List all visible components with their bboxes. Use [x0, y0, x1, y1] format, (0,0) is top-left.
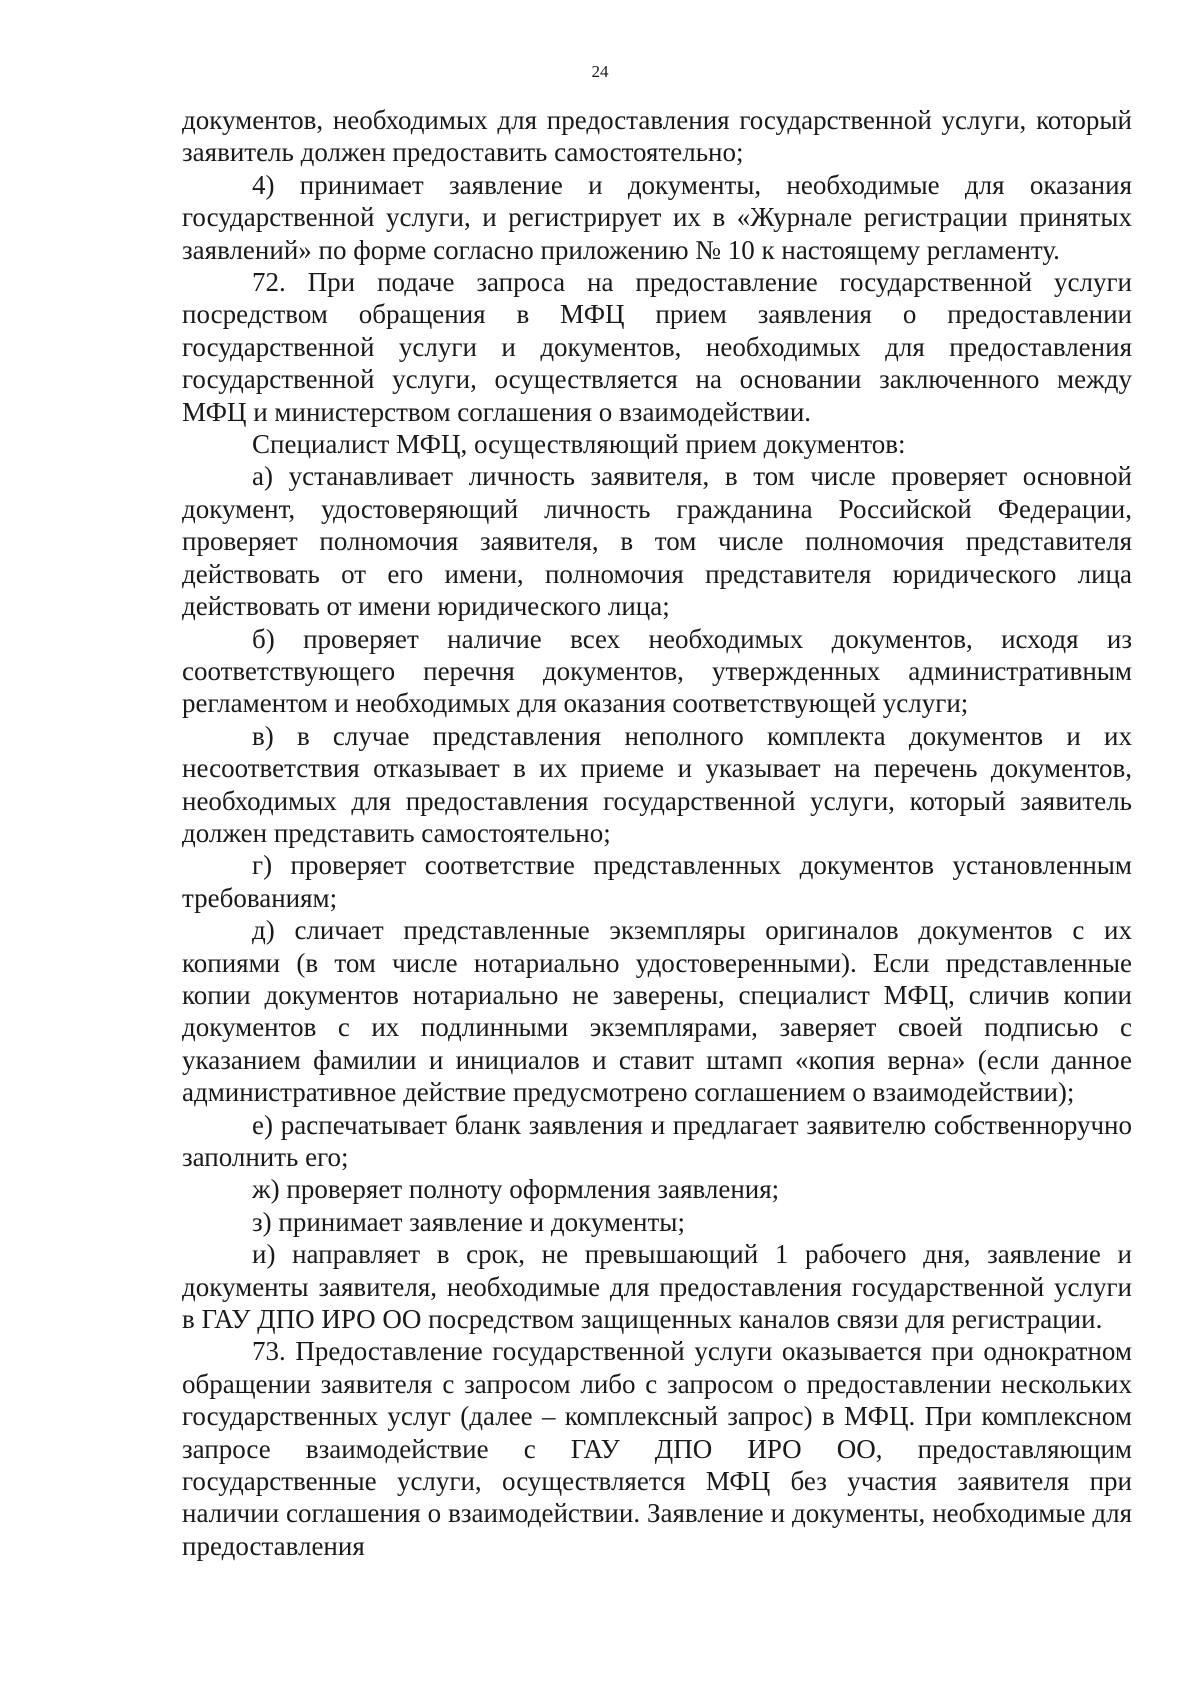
- paragraph-item-4: 4) принимает заявление и документы, необходимые для оказания государственной услуги, и регистрирует их в «Журнале регистрации принятых заявлений» по форме согласно приложению № 10 к настоящему регламенту.: [182, 169, 1132, 265]
- paragraph-item-g: г) проверяет соответствие представленных документов установленным требованиям;: [182, 850, 1132, 913]
- paragraph-72: 72. При подаче запроса на предоставление государственной услуги посредством обращения в МФЦ прием заявления о предоставлении государственной услуги и документов, необходимых для предоставления государственной услуги, осуществляется на основании заключенного между МФЦ и министерством соглашения о взаимодействии.: [182, 267, 1132, 427]
- paragraph-item-e: е) распечатывает бланк заявления и предлагает заявителю собственноручно заполнить его;: [182, 1109, 1132, 1172]
- paragraph-item-a: а) устанавливает личность заявителя, в том числе проверяет основной документ, удостоверяющий личность гражданина Российской Федерации, проверяет полномочия заявителя, в том числе полномочия представителя действовать от его имени, полномочия представителя юридического лица действовать от имени юридического лица;: [182, 461, 1132, 622]
- paragraph-item-b: б) проверяет наличие всех необходимых документов, исходя из соответствующего перечня документов, утвержденных административным регламентом и необходимых для оказания соответствующей услуги;: [182, 623, 1132, 719]
- paragraph-73: 73. Предоставление государственной услуги оказывается при однократном обращении заявителя с запросом либо с запросом о предоставлении нескольких государственных услуг (далее – комплексный запрос) в МФЦ. При комплексном запросе взаимодействие с ГАУ ДПО ИРО ОО, предоставляющим государственные услуги, осуществляется МФЦ без участия заявителя при наличии соглашения о взаимодействии. Заявление и документы, необходимые для предоставления: [182, 1336, 1132, 1561]
- paragraph-item-z: з) принимает заявление и документы;: [252, 1206, 685, 1237]
- document-body: [182, 104, 1132, 1562]
- paragraph-continuation: документов, необходимых для предоставления государственной услуги, который заявитель должен предоставить самостоятельно;: [182, 105, 1132, 168]
- paragraph-item-i: и) направляет в срок, не превышающий 1 рабочего дня, заявление и документы заявителя, необходимые для предоставления государственной услуги в ГАУ ДПО ИРО ОО посредством защищенных каналов связи для регистрации.: [182, 1239, 1132, 1335]
- page-number: 24: [591, 62, 609, 81]
- paragraph-item-zh: ж) проверяет полноту оформления заявления;: [252, 1174, 780, 1205]
- paragraph-item-v: в) в случае представления неполного комплекта документов и их несоответствия отказывает в их приеме и указывает на перечень документов, необходимых для предоставления государственной услуги, который заявитель должен представить самостоятельно;: [182, 720, 1132, 848]
- paragraph-specialist-intro: Специалист МФЦ, осуществляющий прием документов:: [252, 429, 906, 460]
- paragraph-item-d: д) сличает представленные экземпляры оригиналов документов с их копиями (в том числе нотариально удостоверенными). Если представленные копии документов нотариально не заверены, специалист МФЦ, сличив копии документов с их подлинными экземплярами, заверяет своей подписью с указанием фамилии и инициалов и ставит штамп «копия верна» (если данное административное действие предусмотрено соглашением о взаимодействии);: [182, 915, 1132, 1108]
